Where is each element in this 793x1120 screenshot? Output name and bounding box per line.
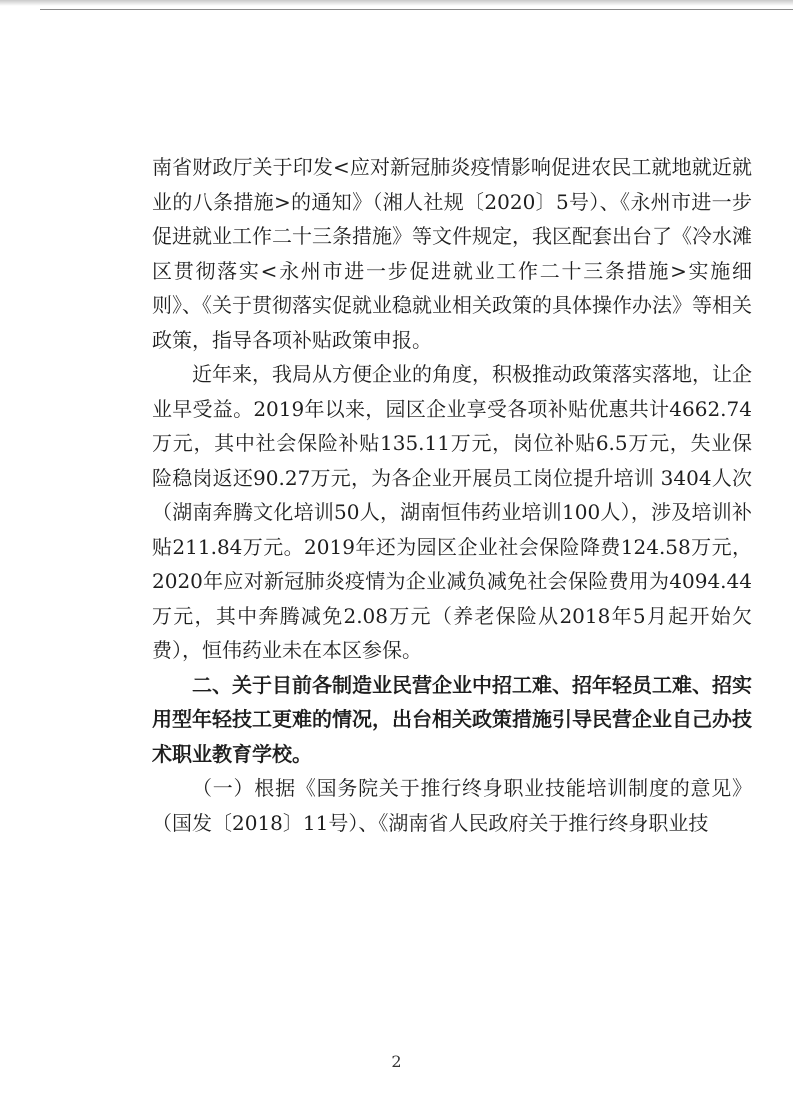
document-body xyxy=(152,150,752,840)
paragraph-subsidy-summary: 近年来，我局从方便企业的角度，积极推动政策落实落地，让企业早受益。2019年以来，园区企业享受各项补贴优惠共计4662.74万元，其中社会保险补贴135.11万元，岗位补贴6.5万元，失业保险稳岗返还90.27万元，为各企业开展员工岗位提升培训 3404人次（湖南奔腾文化培训50人，湖南恒伟药业培训100人），涉及培训补贴211.84万元。2019年还为园区企业社会保险降费124.58万元，2020年应对新冠肺炎疫情为企业减负减免社会保险费用为4094.44万元，其中奔腾减免2.08万元（养老保险从2018年5月起开始欠费），恒伟药业未在本区参保。 xyxy=(152,362,752,662)
scan-top-rule xyxy=(40,9,793,10)
paragraph-policy-references: 南省财政厅关于印发<应对新冠肺炎疫情影响促进农民工就地就近就业的八条措施>的通知》（湘人社规〔2020〕5号）、《永州市进一步促进就业工作二十三条措施》等文件规定，我区配套出台了《冷水滩区贯彻落实<永州市进一步促进就业工作二十三条措施>实施细则》、《关于贯彻落实促就业稳就业相关政策的具体操作办法》等相关政策，指导各项补贴政策申报。 xyxy=(152,155,752,352)
paragraph-subsection-one: （一）根据《国务院关于推行终身职业技能培训制度的意见》（国发〔2018〕11号）、《湖南省人民政府关于推行终身职业技 xyxy=(152,776,752,835)
page-number: 2 xyxy=(391,1052,402,1071)
scan-top-edge xyxy=(0,0,793,6)
section-heading-two: 二、关于目前各制造业民营企业中招工难、招年轻员工难、招实用型年轻技工更难的情况，出台相关政策措施引导民营企业自己办技术职业教育学校。 xyxy=(152,672,752,766)
